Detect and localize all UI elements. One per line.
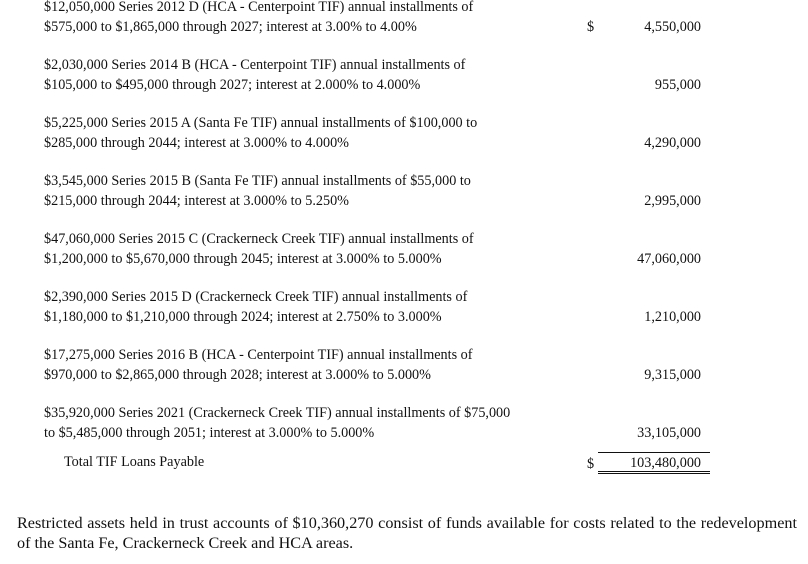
loan-row-2014b — [0, 55, 808, 95]
loan-row-2015a — [0, 113, 808, 153]
currency-symbol: $ — [587, 19, 595, 35]
loan-description-line-2: $1,180,000 to $1,210,000 through 2024; interest at 2.750% to 3.000% — [44, 309, 442, 325]
loan-amount: 2,995,000 — [644, 193, 701, 209]
loan-description — [44, 229, 584, 269]
loan-description-line-1: $17,275,000 Series 2016 B (HCA - Centerpoint TIF) annual installments of — [44, 347, 473, 363]
total-label: Total TIF Loans Payable — [64, 454, 205, 470]
loan-amount: 1,210,000 — [644, 309, 701, 325]
loan-description — [44, 287, 584, 327]
loan-description-line-1: $5,225,000 Series 2015 A (Santa Fe TIF) annual installments of $100,000 to — [44, 115, 478, 131]
loan-description — [44, 55, 584, 95]
loan-description-line-2: $1,200,000 to $5,670,000 through 2045; interest at 3.000% to 5.000% — [44, 251, 442, 267]
loan-amount: 33,105,000 — [637, 425, 701, 441]
loan-description-line-1: $35,920,000 Series 2021 (Crackerneck Creek TIF) annual installments of $75,000 — [44, 405, 511, 421]
restricted-assets-note: Restricted assets held in trust accounts of $10,360,270 consist of funds available for costs related to the redevelopment of the Santa Fe, Crackerneck Creek and HCA areas. — [17, 514, 797, 552]
loan-row-2015d — [0, 287, 808, 327]
loan-row-2016b — [0, 345, 808, 385]
total-currency-symbol: $ — [587, 456, 595, 472]
total-row — [0, 452, 808, 476]
loan-description — [44, 403, 584, 443]
loan-description-line-1: $47,060,000 Series 2015 C (Crackerneck Creek TIF) annual installments of — [44, 231, 474, 247]
loan-amount: 4,290,000 — [644, 135, 701, 151]
loan-row-2015c — [0, 229, 808, 269]
loan-amount: 9,315,000 — [644, 367, 701, 383]
loan-description-line-2: $970,000 to $2,865,000 through 2028; interest at 3.000% to 5.000% — [44, 367, 431, 383]
loan-row-2012d — [0, 0, 808, 37]
loan-description-line-2: $215,000 through 2044; interest at 3.000% to 5.250% — [44, 193, 349, 209]
loan-description-line-1: $2,030,000 Series 2014 B (HCA - Centerpoint TIF) annual installments of — [44, 57, 466, 73]
loan-description-line-1: $3,545,000 Series 2015 B (Santa Fe TIF) annual installments of $55,000 to — [44, 173, 471, 189]
loan-description-line-1: $12,050,000 Series 2012 D (HCA - Centerpoint TIF) annual installments of — [44, 0, 474, 15]
loan-description — [44, 113, 584, 153]
loan-description — [44, 171, 584, 211]
loan-description-line-2: $575,000 to $1,865,000 through 2027; interest at 3.00% to 4.00% — [44, 19, 417, 35]
total-amount: 103,480,000 — [630, 455, 701, 471]
loan-description-line-2: $105,000 to $495,000 through 2027; interest at 2.000% to 4.000% — [44, 77, 421, 93]
loan-description-line-1: $2,390,000 Series 2015 D (Crackerneck Creek TIF) annual installments of — [44, 289, 468, 305]
loan-row-2015b — [0, 171, 808, 211]
loan-description-line-2: $285,000 through 2044; interest at 3.000% to 4.000% — [44, 135, 349, 151]
loan-description-line-2: to $5,485,000 through 2051; interest at 3.000% to 5.000% — [44, 425, 375, 441]
loan-description — [44, 0, 584, 37]
loan-row-2021 — [0, 403, 808, 443]
loan-amount: 47,060,000 — [637, 251, 701, 267]
loan-amount: 955,000 — [654, 77, 701, 93]
loan-amount: 4,550,000 — [644, 19, 701, 35]
loan-description — [44, 345, 584, 385]
